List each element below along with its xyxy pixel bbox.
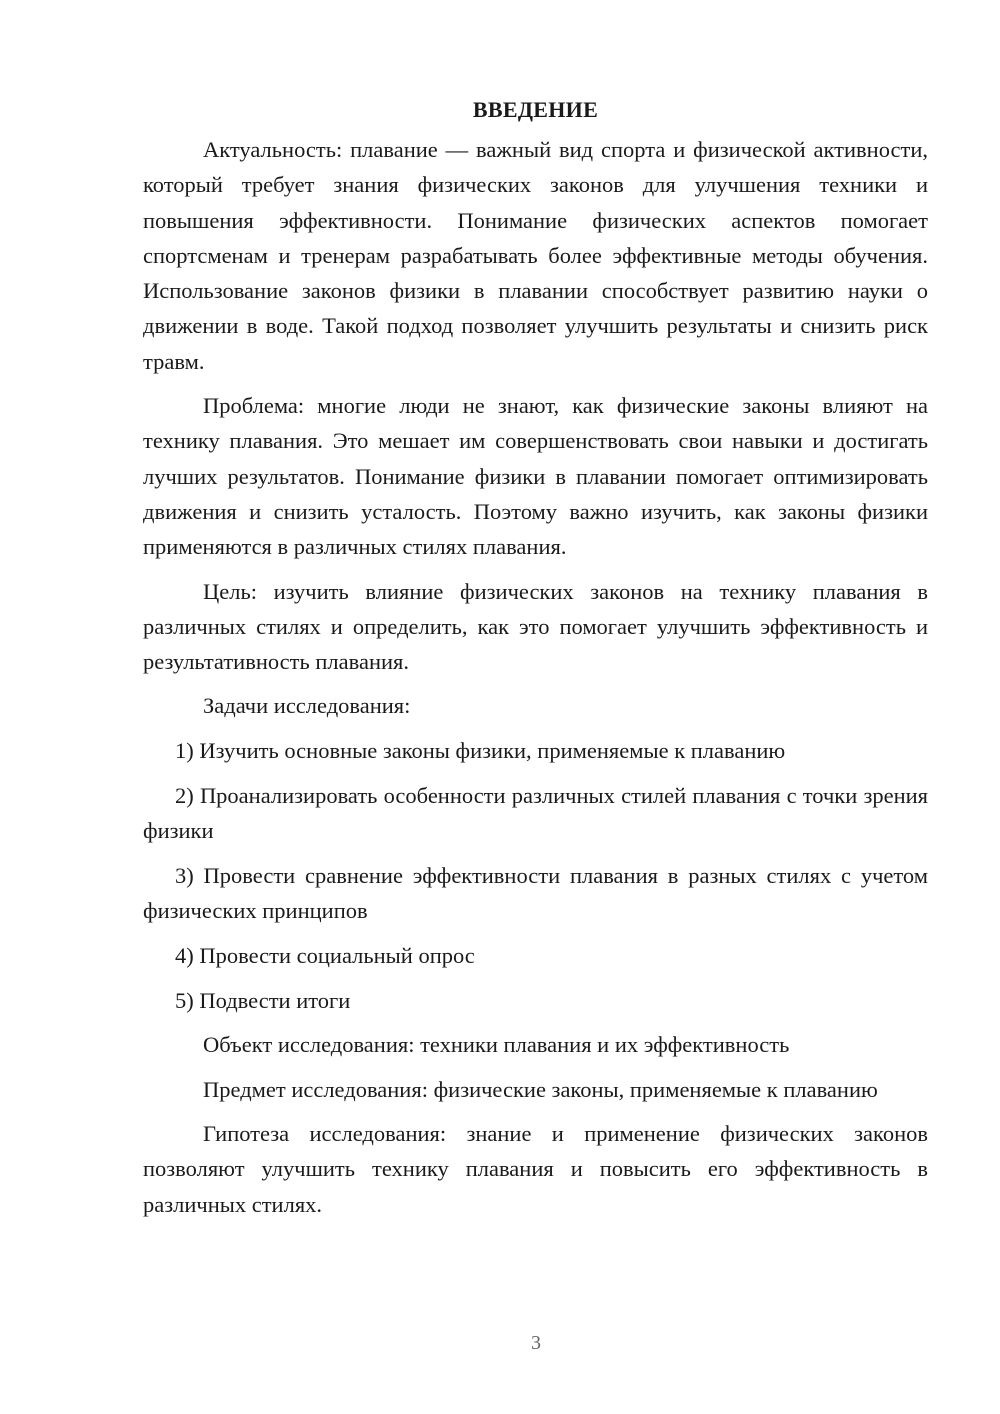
document-page — [143, 92, 928, 1231]
task-item-1: 1) Изучить основные законы физики, применяемые к плаванию — [175, 737, 786, 763]
tasks-heading: Задачи исследования: — [203, 693, 411, 719]
task-item-3: 3) Провести сравнение эффективности плавания в разных стилях с учетом физических принципов — [143, 862, 928, 923]
paragraph-subject: Предмет исследования: физические законы, применяемые к плаванию — [203, 1076, 878, 1102]
task-item-5: 5) Подвести итоги — [175, 987, 351, 1013]
page-title: ВВЕДЕНИЕ — [472, 97, 599, 122]
paragraph-problem: Проблема: многие люди не знают, как физические законы влияют на технику плавания. Это мешает им совершенствовать свои навыки и достигать лучших результатов. Понимание физики в плавании помогает оптимизировать движения и снизить усталость. Поэтому важно изучить, как законы физики применяются в различных стилях плавания. — [143, 393, 928, 560]
paragraph-goal: Цель: изучить влияние физических законов на технику плавания в различных стилях и определить, как это помогает улучшить эффективность и результативность плавания. — [143, 578, 928, 675]
paragraph-relevance: Актуальность: плавание — важный вид спорта и физической активности, который требует знания физических законов для улучшения техники и повышения эффективности. Понимание физических аспектов помогает спортсменам и тренерам разрабатывать более эффективные методы обучения. Использование законов физики в плавании способствует развитию науки о движении в воде. Такой подход позволяет улучшить результаты и снизить риск травм. — [143, 137, 928, 374]
page-number: 3 — [531, 1332, 541, 1354]
tasks-list — [143, 733, 928, 1018]
paragraph-object: Объект исследования: техники плавания и их эффективность — [203, 1032, 790, 1058]
paragraph-hypothesis: Гипотеза исследования: знание и применение физических законов позволяют улучшить технику плавания и повысить его эффективность в различных стилях. — [143, 1120, 928, 1217]
task-item-2: 2) Проанализировать особенности различных стилей плавания с точки зрения физики — [143, 782, 928, 843]
task-item-4: 4) Провести социальный опрос — [175, 942, 475, 968]
